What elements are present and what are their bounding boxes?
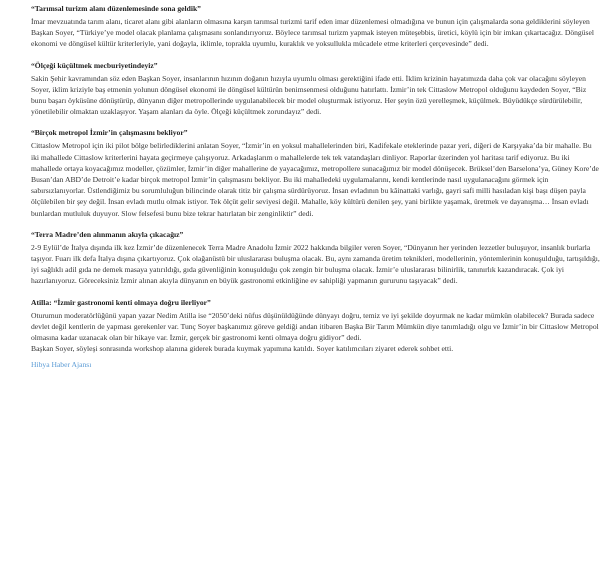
section-heading: “Terra Madre’den alınmanın akıyla çıkacağız” — [31, 229, 184, 239]
paragraph: İmar mevzuatında tarım alanı, ticaret alanı gibi alanların olmasına karşın tarımsal turizmi tarif eden imar düzenlemesi olmadığına ve bunun için çalışmalarda sona geldiklerini söyleyen Başkan Soyer, “Türkiye’ye model olacak planlama çalışmasını sonlandırıyoruz. Böylece tarımsal turizm yapmak isteyen müteşebbis, üretici, köylü için bir imkan çıkartacağız. Döngüsel ekonomi ve döngüsel kültür kriterleriyle, yani doğayla, iklimle, toprakla uyumlu, kuraklık ve yoksullukla mücadele etme kriterleri çerçevesinde” dedi. — [31, 17, 594, 49]
paragraph: Başkan Soyer, söyleşi sonrasında workshop alanına giderek burada kuymak yapımına katıldı. Soyer katılımcıları ziyaret ederek sohbet etti. — [31, 344, 454, 354]
paragraph: 2-9 Eylül’de İtalya dışında ilk kez İzmir’de düzenlenecek Terra Madre Anadolu İzmir 2022 hakkında bilgiler veren Soyer, “Dünyanın her yerinden lezzetler buluşuyor, insanlık burlarla taşıyor. Fuarı ilk defa İtalya dışına çıkartıyoruz. Çok olağanüstü bir uluslararası buluşma olacak. Bu, aynı zamanda üretim teknikleri, modellerinin, yöntemlerinin konuşulduğu, tartışıldığı, iyi sağlıklı adil gıda ne demek masaya yatırıldığı, gıda güvenliğinin konuşulduğu çok zengin bir buluşma olacak. İzmir’e uluslararası bilinirlik, tanınırlık kazandıracak. Çok iyi hazırlanıyoruz. Göreceksiniz İzmir alınan akıyla dünyanın en büyük gastronomi etkinliğine ev sahipliği yapmanın gururunu taşıyacak” dedi. — [31, 242, 600, 286]
section-heading: “Tarımsal turizm alanı düzenlemesinde sona geldik” — [31, 4, 201, 13]
section-tarimsal-turizm — [31, 3, 600, 50]
paragraph: Oturumun moderatörlüğünü yapan yazar Nedim Atilla ise “2050’deki nüfus düşünüldüğünde dünyayı doğru, temiz ve iyi şekilde doyurmak ne kadar mümkün olabilecek? Burada sadece devlet değil kentlerin de yapması gerekenler var. Tunç Soyer başkanımız göreve geldiği andan itibaren Başka Bir Tarım Mümkün diye tanımladığı olgu ve İzmir’in bir Cittaslow Metropol olmasına kadar uzanacak olan bir hikaye var. İzmir, gerçek bir gastronomi kenti olmaya doğru gidiyor” dedi. — [31, 310, 599, 343]
section-heading: “Ölçeği küçültmek mecburiyetindeyiz” — [31, 60, 158, 70]
section-atilla-gastronomi — [31, 297, 600, 373]
section-heading: Atilla: “İzmir gastronomi kenti olmaya doğru ilerliyor” — [31, 297, 211, 307]
paragraph: Cittaslow Metropol için iki pilot bölge belirlediklerini anlatan Soyer, “İzmir’in en yoksul mahallelerinden biri, Kadifekale eteklerinde pazar yeri, diğeri de Karşıyaka’da bir mahalle. Bu iki mahallede Cittaslow kriterlerini hayata geçirmeye çalışıyoruz. Arkadaşlarım o mahallelerde tek tek vatandaşları dinliyor. Raporlar üzerinden yol haritası tarif ediyoruz. Bu iki mahallede ortaya koyacağımız modeller, çözümler, İzmir’in diğer mahallerine de yayacağımız, metropollere sunacağımız bir model dönüşecek. Brüksel’den Barselona’ya, Güney Kore’de Busan’dan ABD’de Detroit’e kadar birçok metropol İzmir’in çalışmasını bekliyor. Bu iki mahalledeki uygulamalarını, kendi kentlerinde nasıl uygulanacağını görmek için sabırsızlanıyorlar. Üstlendiğimiz bu sorumluluğun bilincinde olarak titiz bir çalışma sürdürüyoruz. İnsan evladının bu kâinattaki varlığı, gayri safi milli hasıladan kişi başı düşen payla ölçülebilen bir şey değil. İnsan evladı mutlu olmak istiyor. Tek ölçüt gelir seviyesi değil. Mahalle, köy kültürü denilen şey, yani birlikte yaşamak, üretmek ve dayanışma… İnsan evladı bunlardan mutluluk duyuyor. Slow felsefesi bunu bize tekrar hatırlatan bir zenginliktir” dedi. — [31, 141, 599, 218]
section-bircok-metropol — [31, 127, 600, 218]
section-heading: “Birçok metropol İzmir’in çalışmasını bekliyor” — [31, 128, 188, 138]
section-terra-madre — [31, 229, 600, 287]
section-olcegi-kucultmek — [31, 60, 600, 118]
paragraph: Sakin Şehir kavramından söz eden Başkan Soyer, insanlarının hızının doğanın hızıyla uyumlu olması gerektiğini ifade etti. İklim krizinin hayatımızda daha çok var olacağını söyleyen Soyer, iklim kriziyle baş etmenin yolunun döngüsel ekonomi ile döngüsel kültürün benimsenmesi olduğunu hatırlattı. İzmir’in tek Cittaslow Metropol olduğunu kaydeden Soyer, “Biz bunu başarı öyküsüne dönüştürüp, dünyanın diğer metropollerinde uygulanabilecek bir model oluşturmak istiyoruz. Her şeyin özü yerelleşmek, küçülmek. Büyüdükçe sürdürülebilir, yönetilebilir olmaktan uzaklaşıyor. Yaşam alanları da öyle. Ölçeği küçültmek zorundayız” dedi. — [31, 73, 587, 117]
source-link[interactable]: Hibya Haber Ajansı — [31, 360, 92, 370]
